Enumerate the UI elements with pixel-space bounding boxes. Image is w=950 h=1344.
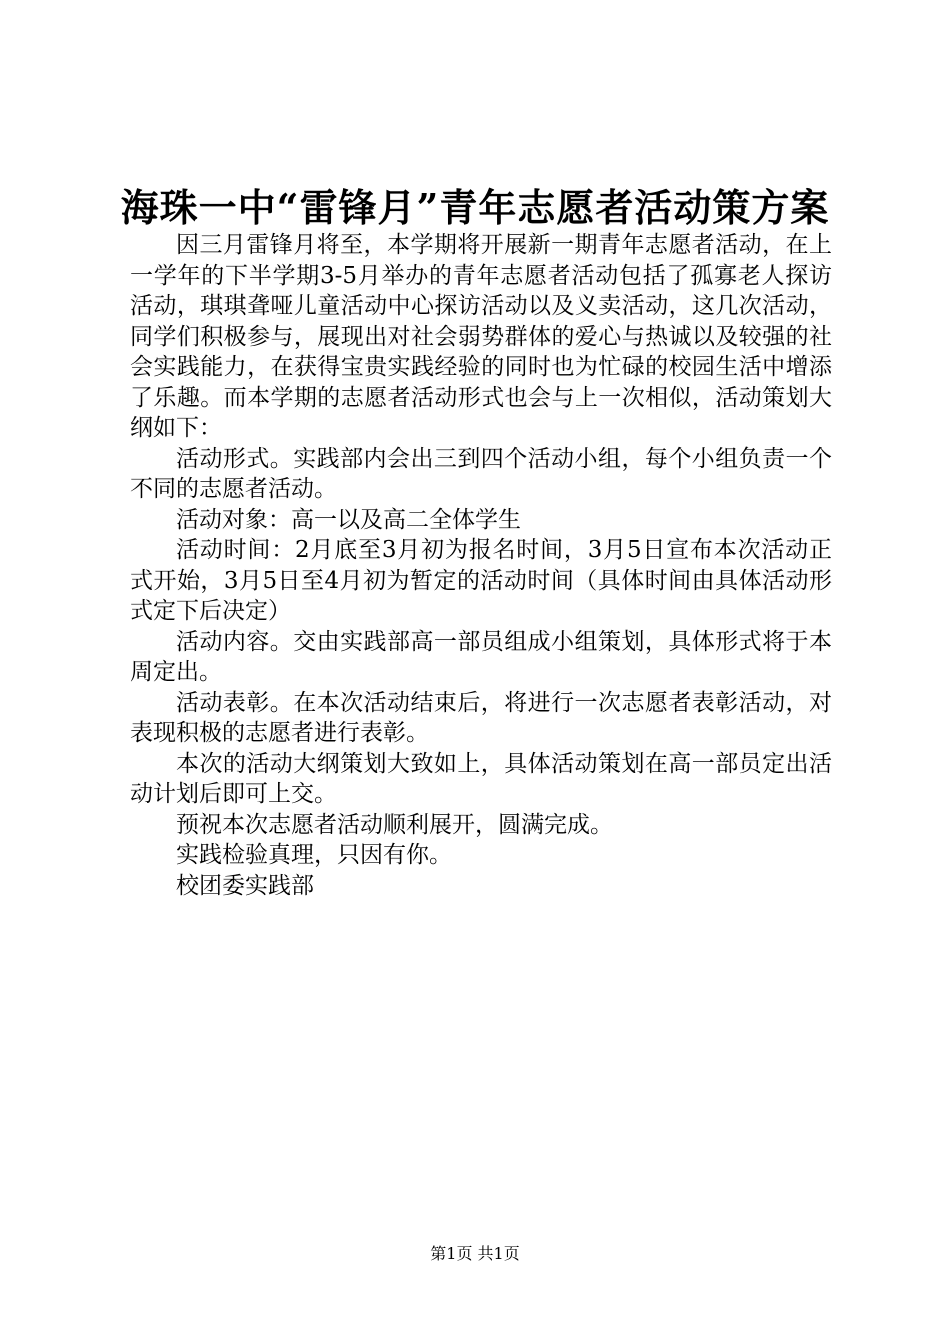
paragraph-slogan: 实践检验真理，只因有你。 [176, 842, 452, 868]
paragraph-intro: 因三月雷锋月将至，本学期将开展新一期青年志愿者活动，在上一学年的下半学期3-5月举办的青年志愿者活动包括了孤寡老人探访活动，琪琪聋哑儿童活动中心探访活动以及义卖活动，这几次活动，同学们积极参与，展现出对社会弱势群体的爱心与热诚以及较强的社会实践能力，在获得宝贵实践经验的同时也为忙碌的校园生活中增添了乐趣。而本学期的志愿者活动形式也会与上一次相似，活动策划大纲如下： [130, 232, 832, 441]
paragraph-summary: 本次的活动大纲策划大致如上，具体活动策划在高一部员定出活动计划后即可上交。 [130, 750, 832, 807]
paragraph-activity-time: 活动时间：2月底至3月初为报名时间，3月5日宣布本次活动正式开始，3月5日至4月初为暂定的活动时间（具体时间由具体活动形式定下后决定） [130, 537, 832, 624]
paragraph-activity-target: 活动对象：高一以及高二全体学生 [176, 506, 521, 533]
paragraph-signature: 校团委实践部 [176, 872, 314, 899]
document-body [130, 230, 832, 901]
page-footer: 第1页 共1页 [430, 1244, 520, 1263]
paragraph-wishes: 预祝本次志愿者活动顺利展开，圆满完成。 [176, 811, 613, 838]
paragraph-activity-form: 活动形式。实践部内会出三到四个活动小组，每个小组负责一个不同的志愿者活动。 [130, 445, 832, 502]
paragraph-activity-content: 活动内容。交由实践部高一部员组成小组策划，具体形式将于本周定出。 [130, 628, 832, 685]
paragraph-activity-commendation: 活动表彰。在本次活动结束后，将进行一次志愿者表彰活动，对表现积极的志愿者进行表彰。 [130, 689, 832, 746]
document-title: 海珠一中“雷锋月”青年志愿者活动策方案 [120, 185, 830, 230]
